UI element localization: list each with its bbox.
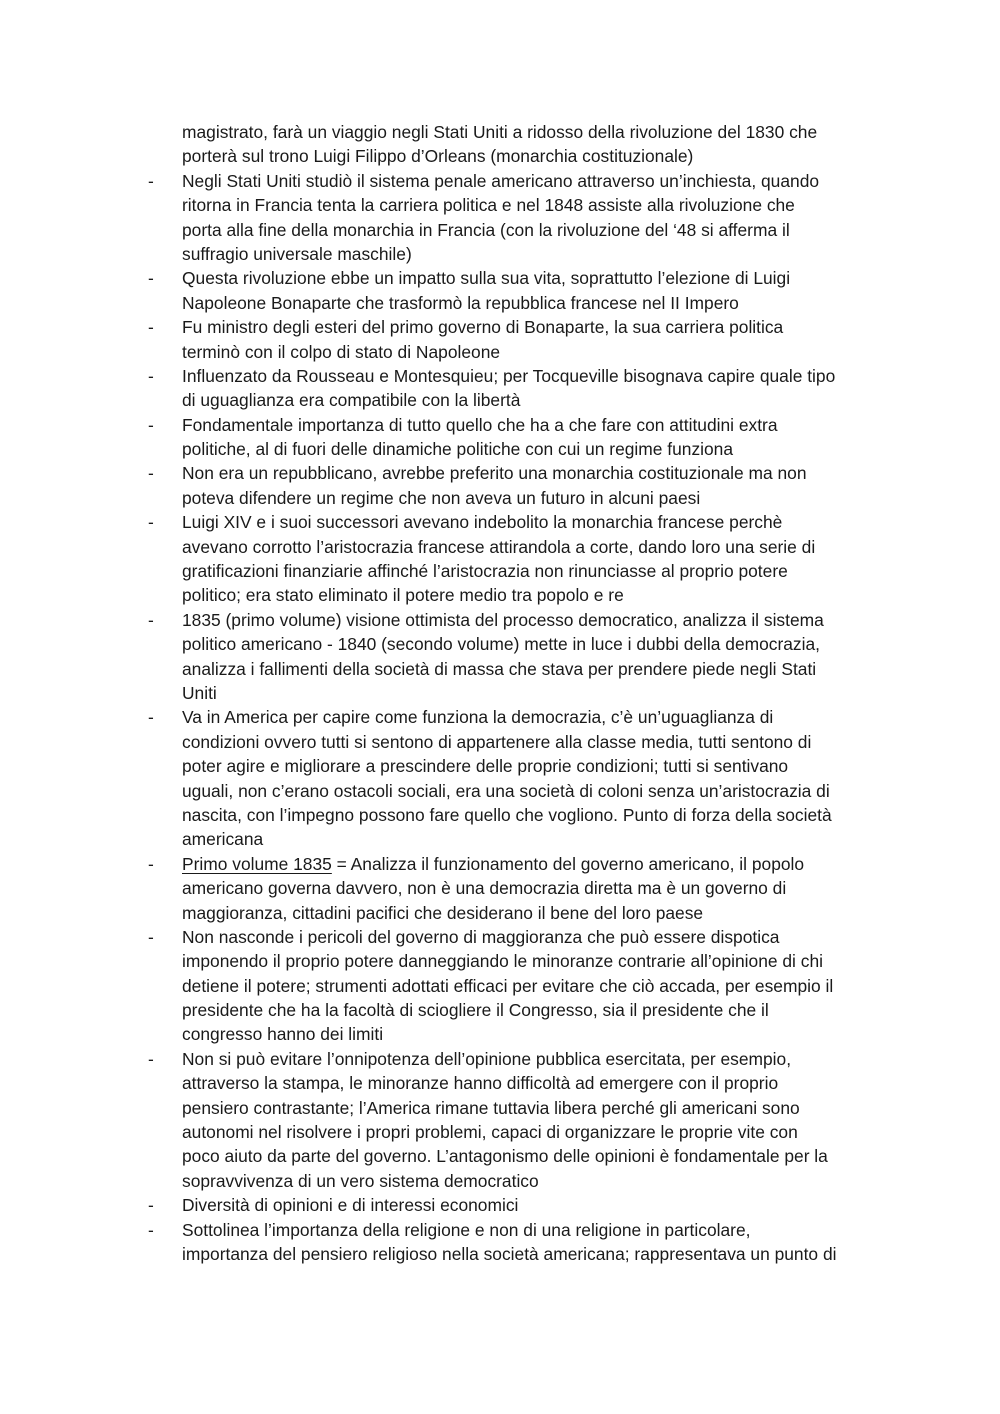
text-line: [0, 437, 1000, 461]
text-line: [0, 657, 1000, 681]
item-line: poco aiuto da parte del governo. L’antagonismo delle opinioni è fondamentale per la: [182, 1146, 828, 1167]
bullet-dash: -: [148, 707, 154, 728]
bullet-dash: -: [148, 853, 154, 874]
text-line: [0, 681, 1000, 705]
text-line: [0, 779, 1000, 803]
item-line: autonomi nel risolvere i propri problemi, capaci di organizzare le proprie vite con: [182, 1122, 798, 1143]
list-item: [0, 461, 1000, 485]
item-line: Napoleone Bonaparte che trasformò la repubblica francese nel II Impero: [182, 292, 739, 313]
text-line: [0, 1120, 1000, 1144]
item-line: Non era un repubblicano, avrebbe preferito una monarchia costituzionale ma non: [182, 463, 807, 484]
bullet-dash: -: [148, 414, 154, 435]
item-line: ritorna in Francia tenta la carriera politica e nel 1848 assiste alla rivoluzione che: [182, 195, 795, 216]
text-line: [0, 1096, 1000, 1120]
text-line: [0, 901, 1000, 925]
item-line: gratificazioni finanziarie affinché l’aristocrazia non rinunciasse al proprio potere: [182, 561, 788, 582]
list-item: [0, 852, 1000, 876]
item-line: attraverso la stampa, le minoranze hanno difficoltà ad emergere con il proprio: [182, 1073, 779, 1094]
bullet-dash: -: [148, 609, 154, 630]
bullet-dash: -: [148, 1195, 154, 1216]
text-line: [0, 754, 1000, 778]
item-line: imponendo il proprio potere danneggiando le minoranze contrarie all’opinione di chi: [182, 951, 823, 972]
bullet-dash: -: [148, 1048, 154, 1069]
text-line: [0, 486, 1000, 510]
text-line: [0, 949, 1000, 973]
text-line: [0, 730, 1000, 754]
text-line: [0, 193, 1000, 217]
text-line: [0, 974, 1000, 998]
list-item: [0, 608, 1000, 632]
list-item: [0, 705, 1000, 729]
item-line: Luigi XIV e i suoi successori avevano indebolito la monarchia francese perchè: [182, 512, 783, 533]
item-line: presidente che ha la facoltà di sciogliere il Congresso, sia il presidente che il: [182, 1000, 769, 1021]
item-line: Influenzato da Rousseau e Montesquieu; per Tocqueville bisognava capire quale tipo: [182, 365, 836, 386]
list-item: [0, 1218, 1000, 1242]
item-line: porta alla fine della monarchia in Francia (con la rivoluzione del ‘48 si afferma il: [182, 219, 790, 240]
bullet-dash: -: [148, 1219, 154, 1240]
item-line: Negli Stati Uniti studiò il sistema penale americano attraverso un’inchiesta, quando: [182, 170, 820, 191]
list-item: [0, 364, 1000, 388]
item-line: americana: [182, 829, 264, 850]
text-line: [0, 218, 1000, 242]
bullet-dash: -: [148, 268, 154, 289]
item-line: Uniti: [182, 682, 217, 703]
item-line: Non si può evitare l’onnipotenza dell’opinione pubblica esercitata, per esempio,: [182, 1048, 792, 1069]
item-line: sopravvivenza di un vero sistema democratico: [182, 1170, 539, 1191]
list-item: [0, 1193, 1000, 1217]
item-line: congresso hanno dei limiti: [182, 1024, 384, 1045]
underlined-heading: Primo volume 1835: [182, 853, 332, 874]
text-line: [0, 876, 1000, 900]
item-line: maggioranza, cittadini pacifici che desiderano il bene del loro paese: [182, 902, 704, 923]
text-line: [0, 1022, 1000, 1046]
item-line-rest: = Analizza il funzionamento del governo americano, il popolo: [331, 853, 805, 874]
item-line: poteva difendere un regime che non aveva un futuro in alcuni paesi: [182, 487, 701, 508]
item-line: Fu ministro degli esteri del primo governo di Bonaparte, la sua carriera politica: [182, 317, 784, 338]
list-item: [0, 925, 1000, 949]
item-line: politiche, al di fuori delle dinamiche politiche con cui un regime funziona: [182, 439, 734, 460]
bullet-dash: -: [148, 170, 154, 191]
list-item: [0, 413, 1000, 437]
text-line: [0, 340, 1000, 364]
item-line: detiene il potere; strumenti adottati efficaci per evitare che ciò accada, per esempio il: [182, 975, 834, 996]
text-line: [0, 1144, 1000, 1168]
item-line: 1835 (primo volume) visione ottimista del processo democratico, analizza il sistema: [182, 609, 824, 630]
item-line: terminò con il colpo di stato di Napoleone: [182, 341, 501, 362]
text-line: [0, 144, 1000, 168]
intro-line: magistrato, farà un viaggio negli Stati Uniti a ridosso della rivoluzione del 1830 che: [182, 122, 818, 142]
text-line: [0, 120, 1000, 144]
item-line: analizza i fallimenti della società di massa che stava per prendere piede negli Stati: [182, 658, 817, 679]
text-line: [0, 535, 1000, 559]
bullet-dash: -: [148, 512, 154, 533]
bullet-dash: -: [148, 365, 154, 386]
item-line: di uguaglianza era compatibile con la libertà: [182, 390, 521, 411]
intro-line: porterà sul trono Luigi Filippo d’Orleans (monarchia costituzionale): [182, 146, 694, 167]
text-line: [0, 1071, 1000, 1095]
item-line: politico americano - 1840 (secondo volume) mette in luce i dubbi della democrazia,: [182, 634, 820, 655]
item-line: Sottolinea l’importanza della religione e non di una religione in particolare,: [182, 1219, 751, 1240]
item-line: Diversità di opinioni e di interessi economici: [182, 1195, 519, 1216]
list-item: [0, 315, 1000, 339]
text-line: [0, 827, 1000, 851]
item-line: politico; era stato eliminato il potere medio tra popolo e re: [182, 585, 624, 606]
text-line: [0, 291, 1000, 315]
text-line: [0, 1242, 1000, 1266]
item-line: Fondamentale importanza di tutto quello che ha a che fare con attitudini extra: [182, 414, 778, 435]
list-item: [0, 1047, 1000, 1071]
text-line: [0, 242, 1000, 266]
bullet-dash: -: [148, 463, 154, 484]
item-line: [182, 852, 804, 876]
list-item: [0, 510, 1000, 534]
text-line: [0, 803, 1000, 827]
item-line: suffragio universale maschile): [182, 243, 412, 264]
item-line: Questa rivoluzione ebbe un impatto sulla sua vita, soprattutto l’elezione di Luigi: [182, 268, 791, 289]
item-line: importanza del pensiero religioso nella società americana; rappresentava un punto di: [182, 1243, 837, 1264]
item-line: uguali, non c’erano ostacoli sociali, era una società di coloni senza un’aristocrazia di: [182, 780, 830, 801]
item-line: americano governa davvero, non è una democrazia diretta ma è un governo di: [182, 878, 787, 899]
text-line: [0, 583, 1000, 607]
item-line: Va in America per capire come funziona la democrazia, c’è un’uguaglianza di: [182, 707, 774, 728]
bullet-dash: -: [148, 317, 154, 338]
document-page: [0, 120, 1000, 1266]
text-line: [0, 1169, 1000, 1193]
list-item: [0, 266, 1000, 290]
list-item: [0, 169, 1000, 193]
text-line: [0, 388, 1000, 412]
text-line: [0, 559, 1000, 583]
item-line: condizioni ovvero tutti si sentono di appartenere alla classe media, tutti sentono di: [182, 731, 812, 752]
text-line: [0, 998, 1000, 1022]
item-line: Non nasconde i pericoli del governo di maggioranza che può essere dispotica: [182, 926, 780, 947]
bullet-dash: -: [148, 926, 154, 947]
item-line: pensiero contrastante; l’America rimane tuttavia libera perché gli americani sono: [182, 1097, 800, 1118]
item-line: avevano corrotto l’aristocrazia francese attirandola a corte, dando loro una serie di: [182, 536, 816, 557]
item-line: nascita, con l’impegno possono fare quello che vogliono. Punto di forza della società: [182, 804, 832, 825]
text-line: [0, 632, 1000, 656]
item-line: poter agire e migliorare a prescindere delle proprie condizioni; tutti si sentivano: [182, 756, 789, 777]
